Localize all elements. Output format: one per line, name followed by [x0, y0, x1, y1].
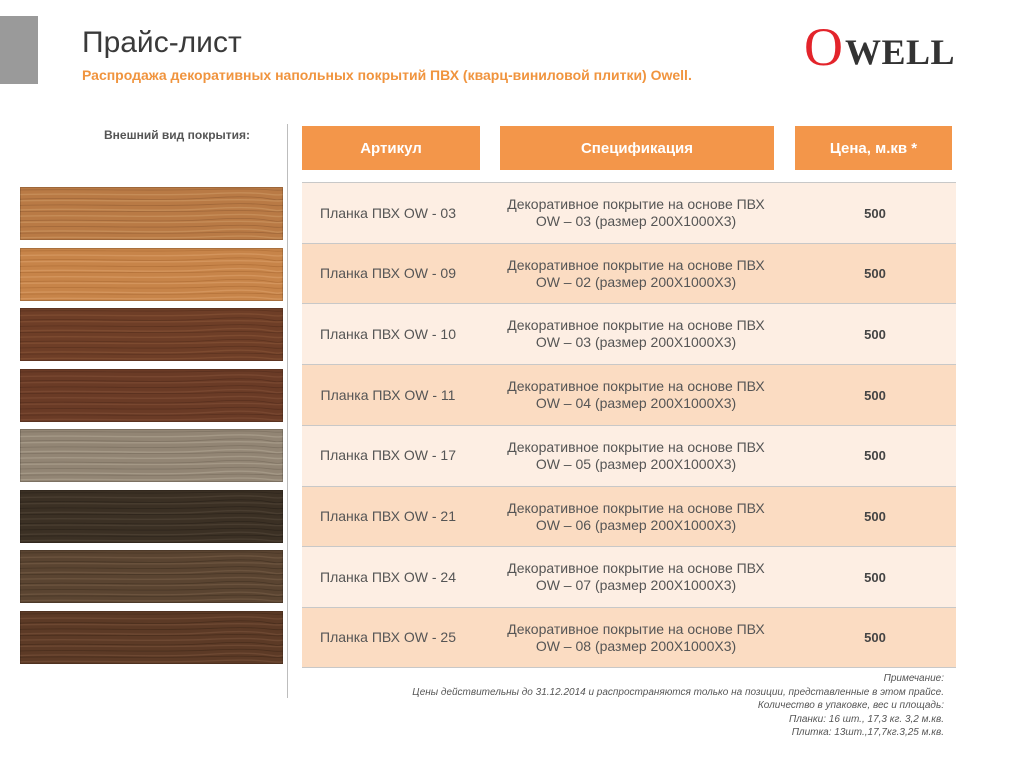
wood-swatch-ow-03	[20, 187, 283, 240]
specification-cell	[498, 487, 774, 547]
note-title: Примечание:	[883, 673, 944, 684]
column-divider	[287, 124, 288, 698]
table-row	[302, 243, 956, 304]
spec-line-2: OW – 03 (размер 200Х1000Х3)	[535, 213, 737, 229]
table-row	[302, 607, 956, 668]
note-validity: Цены действительны до 31.12.2014 и распространяются только на позиции, представленные в этом прайсе.	[412, 686, 944, 698]
table-row	[302, 182, 956, 243]
header-price: Цена, м.кв *	[795, 126, 952, 170]
article-cell: Планка ПВХ OW - 25	[320, 629, 456, 646]
article-cell: Планка ПВХ OW - 21	[320, 508, 456, 524]
wood-swatch-ow-11	[20, 369, 283, 422]
table-row	[302, 546, 956, 607]
wood-swatch-ow-21	[20, 490, 283, 543]
article-cell: Планка ПВХ OW - 17	[320, 447, 456, 464]
wood-swatch-ow-09	[20, 248, 283, 301]
logo-letters-well: WELL	[845, 32, 956, 72]
table-row	[302, 425, 956, 486]
spec-line-2: OW – 05 (размер 200Х1000Х3)	[535, 455, 737, 472]
article-cell: Планка ПВХ OW - 11	[320, 386, 456, 403]
article-cell: Планка ПВХ OW - 10	[320, 325, 456, 342]
title-accent-block	[0, 16, 38, 84]
header-specification: Спецификация	[500, 126, 774, 170]
note-planks: Планки: 16 шт., 17,3 кг. 3,2 м.кв.	[788, 713, 944, 725]
spec-line-1: Декоративное покрытие на основе ПВХ	[507, 256, 765, 273]
specification-cell	[498, 244, 774, 304]
spec-line-2: OW – 07 (размер 200Х1000Х3)	[535, 577, 737, 594]
price-cell: 500	[864, 326, 886, 342]
table-bottom-border	[302, 667, 956, 668]
specification-cell	[498, 426, 774, 486]
spec-line-2: OW – 06 (размер 200Х1000Х3)	[535, 516, 737, 533]
wood-swatch-ow-10	[20, 308, 283, 361]
spec-line-1: Декоративное покрытие на основе ПВХ	[507, 317, 765, 334]
footnote	[412, 672, 944, 740]
spec-line-2: OW – 08 (размер 200Х1000Х3)	[535, 637, 737, 654]
specification-cell	[498, 304, 774, 364]
price-cell: 500	[864, 569, 886, 585]
spec-line-1: Декоративное покрытие на основе ПВХ	[507, 620, 765, 637]
price-cell: 500	[864, 266, 886, 282]
price-cell: 500	[864, 630, 886, 646]
price-cell: 500	[864, 509, 886, 524]
wood-swatch-ow-25	[20, 611, 283, 664]
article-cell: Планка ПВХ OW - 09	[320, 265, 456, 282]
table-row	[302, 303, 956, 364]
header-article: Артикул	[302, 126, 480, 170]
page-subtitle: Распродажа декоративных напольных покрытий ПВХ (кварц-виниловой плитки) Owell.	[82, 67, 692, 83]
spec-line-2: OW – 03 (размер 200Х1000Х3)	[535, 334, 737, 351]
spec-line-1: Декоративное покрытие на основе ПВХ	[507, 560, 765, 577]
spec-line-1: Декоративное покрытие на основе ПВХ	[507, 499, 765, 516]
wood-swatch-ow-17	[20, 429, 283, 482]
spec-line-2: OW – 02 (размер 200Х1000Х3)	[535, 273, 737, 290]
appearance-label: Внешний вид покрытия:	[104, 128, 251, 142]
specification-cell	[498, 365, 774, 425]
price-cell: 500	[864, 205, 886, 221]
note-tiles: Плитка: 13шт.,17,7кг.3,25 м.кв.	[791, 727, 944, 738]
page-title: Прайс-лист	[82, 26, 242, 59]
article-cell: Планка ПВХ OW - 03	[320, 204, 456, 221]
specification-cell	[498, 183, 774, 243]
table-row	[302, 486, 956, 547]
wood-swatch-ow-24	[20, 550, 283, 603]
table-row	[302, 364, 956, 425]
spec-line-1: Декоративное покрытие на основе ПВХ	[507, 438, 765, 455]
price-cell: 500	[864, 387, 886, 403]
specification-cell	[498, 608, 774, 668]
owell-logo	[804, 17, 956, 77]
spec-line-2: OW – 04 (размер 200Х1000Х3)	[535, 395, 737, 412]
article-cell: Планка ПВХ OW - 24	[320, 568, 456, 585]
note-packaging: Количество в упаковке, вес и площадь:	[757, 700, 944, 711]
spec-line-1: Декоративное покрытие на основе ПВХ	[507, 196, 765, 212]
price-cell: 500	[864, 448, 886, 464]
logo-letter-o: O	[804, 17, 843, 77]
specification-cell	[498, 547, 774, 607]
spec-line-1: Декоративное покрытие на основе ПВХ	[507, 378, 765, 395]
